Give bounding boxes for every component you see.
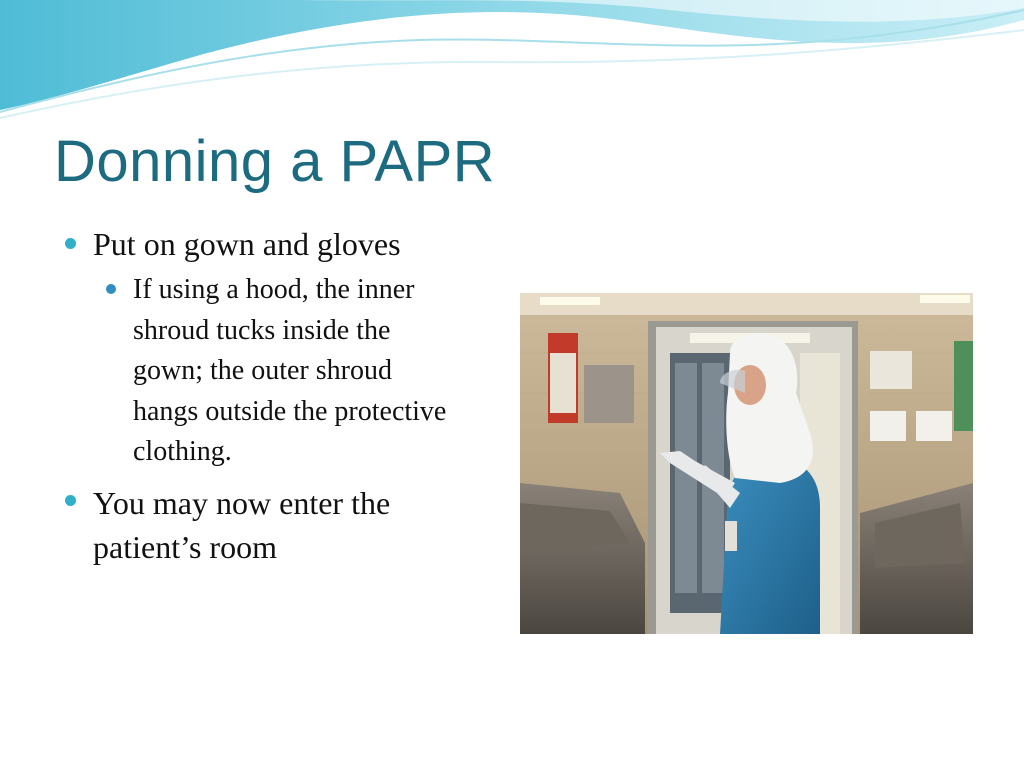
- bullet-dot-icon: [106, 284, 116, 294]
- slide-title: Donning a PAPR: [54, 129, 496, 194]
- papr-photo: [520, 293, 973, 634]
- bullet-list: [62, 224, 482, 575]
- sub-bullet-text: If using a hood, the inner shroud tucks inside the gown; the outer shroud hangs outside the protective clothing.: [133, 274, 447, 468]
- bullet-text: Put on gown and gloves: [93, 226, 401, 262]
- header-wave-decoration: [0, 0, 1024, 130]
- bullet-dot-icon: [65, 238, 76, 249]
- bullet-dot-icon: [65, 495, 76, 506]
- sub-bullet-item: [103, 270, 463, 473]
- bullet-text: You may now enter the patient’s room: [93, 484, 391, 565]
- bullet-item: [62, 481, 483, 569]
- bullet-item: [62, 224, 482, 264]
